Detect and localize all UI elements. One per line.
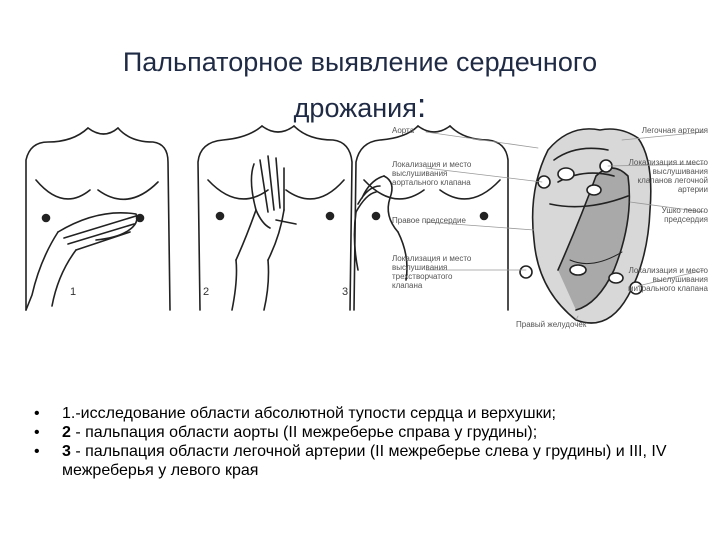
figure-number-1: 1 — [70, 286, 77, 298]
figure-number-3: 3 — [342, 286, 349, 298]
heart-label-aorta: Аорта — [392, 126, 415, 135]
torso-figure-2 — [198, 126, 352, 310]
heart-label-tricuspid-valve: Локализация и место выслушивания трехстворчатого клапана — [392, 254, 472, 290]
bullet-item-1 — [34, 404, 684, 423]
bullet-number: 2 — [62, 424, 71, 441]
bullet-item-3 — [34, 442, 684, 480]
figure-number-2: 2 — [203, 286, 210, 298]
palpation-illustrations — [18, 120, 708, 340]
heart-label-right-ventricle: Правый желудочек — [516, 320, 587, 329]
title-line-1: Пальпаторное выявление сердечного — [122, 47, 598, 78]
bullet-text: - пальпация области легочной артерии (II межреберье слева у грудины) и III, IV межреберья у левого края — [62, 443, 667, 479]
heart-label-left-atrial-appendage: Ушко левого предсердия — [661, 206, 708, 224]
torso-figure-1 — [26, 128, 170, 310]
heart-label-pulmonary-valve: Локализация и место выслушивания клапанов легочной артерии — [628, 158, 708, 194]
palpation-figures — [18, 120, 708, 340]
title-colon: : — [416, 87, 427, 126]
bullet-list — [34, 404, 684, 480]
title-word: дрожания — [293, 93, 417, 124]
heart-label-aortic-valve: Локализация и место выслушивания аортального клапана — [392, 160, 472, 187]
bullet-item-2 — [34, 423, 684, 442]
heart-label-right-atrium: Правое предсердие — [392, 216, 466, 225]
bullet-number: 3 — [62, 443, 71, 460]
heart-label-pulmonary-artery: Легочная артерия — [641, 126, 708, 135]
heart-label-mitral-valve: Локализация и место выслушивания митрального клапана — [627, 266, 708, 293]
bullet-text: - пальпация области аорты (II межреберье справа у грудины); — [70, 424, 538, 441]
slide-title — [0, 40, 720, 130]
bullet-text: 1.-исследование области абсолютной тупости сердца и верхушки; — [62, 405, 556, 422]
